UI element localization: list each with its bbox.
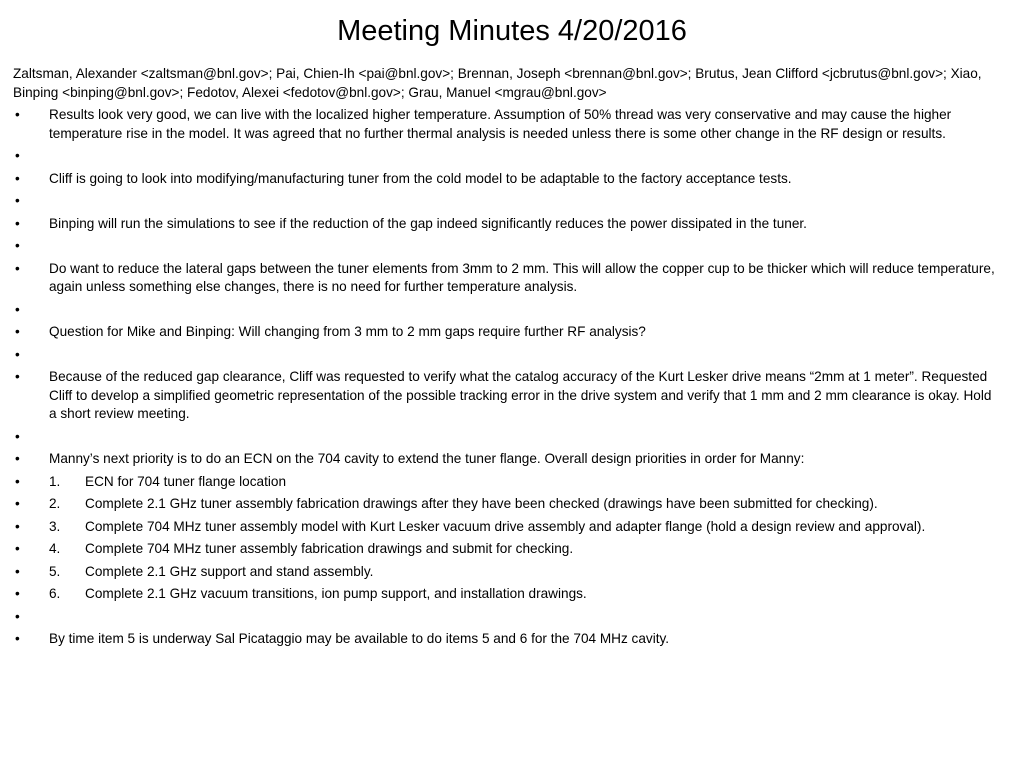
note-item	[0, 106, 1024, 143]
note-item-text: Results look very good, we can live with the localized higher temperature. Assumption of 50% thread was very conservative and may cause the higher temperature rise in the model. It was agreed that no further thermal analysis is needed unless there is some other change in the RF design or results.	[49, 107, 952, 141]
note-item-text: Manny’s next priority is to do an ECN on the 704 cavity to extend the tuner flange. Overall design priorities in order for Manny:	[49, 451, 805, 466]
bullet-icon: •	[15, 631, 20, 646]
note-item-text: Binping will run the simulations to see if the reduction of the gap indeed significantly reduces the power dissipated in the tuner.	[49, 215, 807, 231]
bullet-icon: •	[15, 260, 20, 276]
note-item	[0, 237, 1024, 256]
note-item-text: Cliff is going to look into modifying/manufacturing tuner from the cold model to be adaptable to the factory acceptance tests.	[49, 170, 792, 186]
attendee-list: Zaltsman, Alexander <zaltsman@bnl.gov>; Pai, Chien-Ih <pai@bnl.gov>; Brennan, Joseph <brennan@bnl.gov>; Brutus, Jean Clifford <jcbrutus@bnl.gov>; Xiao, Binping <binping@bnl.gov>; Fedotov, Alexei <fedotov@bnl.gov>; Grau, Manuel <mgrau@bnl.gov>	[13, 66, 982, 100]
note-item-text: Complete 2.1 GHz tuner assembly fabrication drawings after they have been checked (drawings have been submitted for checking).	[85, 496, 878, 511]
note-item	[0, 585, 1024, 604]
note-item	[0, 428, 1024, 447]
note-item	[0, 368, 1024, 424]
note-item	[0, 170, 1024, 189]
note-item-text: Complete 2.1 GHz vacuum transitions, ion pump support, and installation drawings.	[85, 586, 587, 601]
note-item-text: By time item 5 is underway Sal Picataggio may be available to do items 5 and 6 for the 704 MHz cavity.	[49, 631, 670, 646]
note-item-text: Complete 2.1 GHz support and stand assembly.	[85, 563, 374, 579]
page-title: Meeting Minutes 4/20/2016	[337, 15, 687, 47]
note-item	[0, 563, 1024, 582]
note-item	[0, 495, 1024, 514]
note-item-text: Question for Mike and Binping: Will changing from 3 mm to 2 mm gaps require further RF analysis?	[49, 324, 646, 339]
note-item-text: Because of the reduced gap clearance, Cliff was requested to verify what the catalog accuracy of the Kurt Lesker drive means “2mm at 1 meter”. Requested Cliff to develop a simplified geometric representation of the possible tracking error in the drive system and verify that 1 mm and 2 mm clearance is okay. Hold a short review meeting.	[49, 369, 992, 421]
bullet-icon: •	[15, 428, 20, 444]
note-item-number: 1.	[49, 473, 61, 489]
note-item	[0, 215, 1024, 234]
note-item	[0, 192, 1024, 211]
note-item	[0, 323, 1024, 342]
note-item-text: ECN for 704 tuner flange location	[85, 473, 287, 489]
bullet-icon: •	[15, 496, 20, 511]
bullet-icon: •	[15, 148, 20, 163]
bullet-icon: •	[15, 563, 20, 579]
note-item	[0, 147, 1024, 166]
note-item	[0, 518, 1024, 537]
bullet-icon: •	[15, 451, 20, 466]
bullet-icon: •	[15, 170, 20, 186]
bullet-icon: •	[15, 215, 20, 231]
note-item	[0, 540, 1024, 559]
note-item-number: 5.	[49, 563, 61, 579]
note-item	[0, 608, 1024, 627]
note-item	[0, 301, 1024, 320]
note-item-number: 6.	[49, 586, 61, 601]
note-item-text: Complete 704 MHz tuner assembly fabrication drawings and submit for checking.	[85, 541, 574, 556]
bullet-icon: •	[15, 193, 20, 208]
bullet-icon: •	[15, 608, 20, 624]
note-item	[0, 346, 1024, 365]
note-item-text: Do want to reduce the lateral gaps between the tuner elements from 3mm to 2 mm. This will allow the copper cup to be thicker which will reduce temperature, again unless something else changes, there is no need for further temperature analysis.	[49, 260, 995, 294]
bullet-icon: •	[15, 369, 20, 384]
meeting-notes-list	[0, 106, 1024, 653]
bullet-icon: •	[15, 301, 20, 317]
note-item	[0, 260, 1024, 297]
bullet-icon: •	[15, 586, 20, 601]
bullet-icon: •	[15, 324, 20, 339]
note-item	[0, 450, 1024, 469]
note-item-number: 3.	[49, 518, 61, 534]
note-item	[0, 473, 1024, 492]
note-item-number: 4.	[49, 541, 61, 556]
bullet-icon: •	[15, 346, 20, 362]
note-item	[0, 630, 1024, 649]
bullet-icon: •	[15, 541, 20, 556]
bullet-icon: •	[15, 473, 20, 489]
bullet-icon: •	[15, 107, 20, 122]
note-item-number: 2.	[49, 496, 61, 511]
bullet-icon: •	[15, 238, 20, 253]
note-item-text: Complete 704 MHz tuner assembly model with Kurt Lesker vacuum drive assembly and adapter flange (hold a design review and approval).	[85, 518, 926, 534]
bullet-icon: •	[15, 518, 20, 534]
